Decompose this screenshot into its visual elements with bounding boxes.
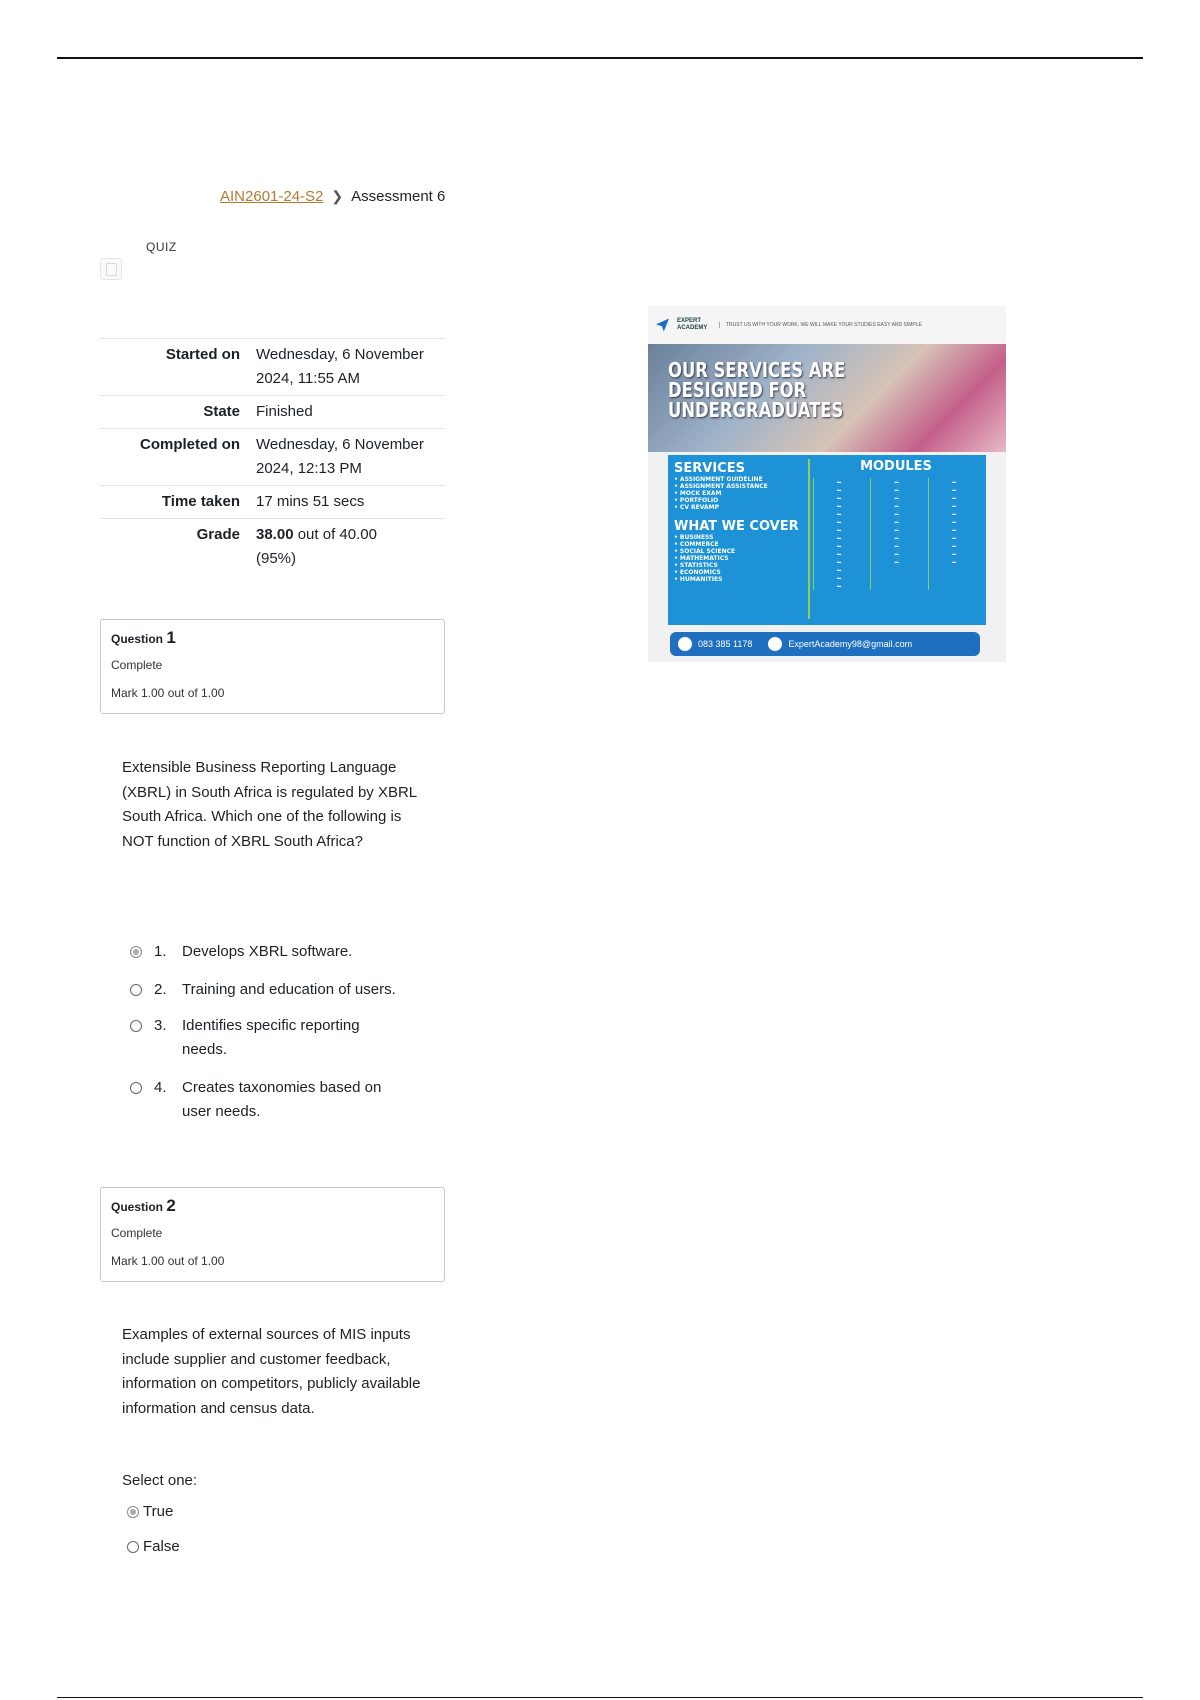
summary-row — [100, 339, 445, 396]
question-status: Complete — [111, 1226, 163, 1240]
answer-option-4[interactable] — [130, 1076, 400, 1124]
breadcrumb-current: Assessment 6 — [351, 188, 446, 205]
ad-hero-text: OUR SERVICES ARE DESIGNED FOR UNDERGRADUATES — [668, 358, 846, 422]
grade-percent: (95%) — [256, 550, 297, 567]
top-rule — [57, 57, 1143, 59]
summary-row — [100, 486, 445, 519]
question-mark: Mark 1.00 out of 1.00 — [111, 686, 225, 700]
summary-row-grade — [100, 519, 445, 576]
select-one-label: Select one: — [122, 1472, 198, 1489]
question-number: 2 — [166, 1196, 176, 1215]
ad-contact-bar — [670, 632, 980, 656]
summary-value: Wednesday, 6 November 2024, 11:55 AM — [256, 346, 424, 387]
question-2-info — [100, 1187, 445, 1282]
option-text: Training and education of users. — [182, 981, 396, 998]
answer-option-true[interactable] — [127, 1500, 173, 1524]
attempt-summary-table — [100, 338, 445, 575]
summary-label: Completed on — [140, 436, 240, 453]
ad-services-list: • ASSIGNMENT GUIDELINE • ASSIGNMENT ASSISTANCE • MOCK EXAM • PORTFOLIO • CV REVAMP — [674, 476, 768, 511]
breadcrumb — [220, 188, 445, 205]
question-number: 1 — [166, 628, 176, 647]
radio-selected-icon[interactable] — [130, 946, 142, 958]
option-number: 4. — [154, 1079, 167, 1096]
option-number: 1. — [154, 943, 167, 960]
ad-tagline: TRUST US WITH YOUR WORK, WE WILL MAKE YOUR STUDIES EASY AND SIMPLE — [719, 322, 922, 328]
radio-icon[interactable] — [127, 1541, 139, 1553]
ad-cover-list: • BUSINESS • COMMERCE • SOCIAL SCIENCE • MATHEMATICS • STATISTICS • ECONOMICS • HUMANITIES — [674, 534, 736, 583]
question-2-text: Examples of external sources of MIS inputs include supplier and customer feedback, information on competitors, publicly available information and census data. — [122, 1326, 421, 1417]
breadcrumb-course-link[interactable]: AIN2601-24-S2 — [220, 188, 324, 205]
summary-row — [100, 429, 445, 486]
answer-option-false[interactable] — [127, 1535, 180, 1559]
bottom-rule — [57, 1697, 1143, 1698]
question-mark: Mark 1.00 out of 1.00 — [111, 1254, 225, 1268]
grade-out-of: out of 40.00 — [293, 526, 377, 543]
option-text: False — [143, 1538, 180, 1555]
summary-value: 17 mins 51 secs — [256, 493, 365, 510]
paper-plane-icon — [656, 319, 669, 332]
question-title: Question 1 — [111, 628, 176, 647]
grade-label: Grade — [196, 526, 240, 543]
answer-option-3[interactable] — [130, 1014, 390, 1062]
ad-brand: EXPERT ACADEMY — [677, 318, 708, 331]
option-text: Creates taxonomies based on user needs. — [182, 1079, 382, 1120]
email-icon — [768, 637, 782, 651]
summary-label: State — [203, 403, 240, 420]
ad-modules-title: MODULES — [860, 459, 932, 474]
radio-icon[interactable] — [130, 1082, 142, 1094]
grade-score: 38.00 — [256, 526, 294, 543]
option-number: 3. — [154, 1017, 167, 1034]
question-title: Question 2 — [111, 1196, 176, 1215]
ad-services-title: SERVICES — [674, 461, 745, 476]
ad-modules-column — [808, 459, 982, 619]
chevron-right-icon: ❯ — [331, 188, 344, 204]
summary-label: Time taken — [161, 493, 240, 510]
summary-label: Started on — [165, 346, 240, 363]
option-text: Develops XBRL software. — [182, 943, 353, 960]
question-1-text: Extensible Business Reporting Language (XBRL) in South Africa is regulated by XBRL South Africa. Which one of the following is NOT function of XBRL South Africa? — [122, 759, 417, 850]
grade-value — [256, 519, 445, 576]
ad-email: ExpertAcademy98@gmail.com — [788, 639, 913, 649]
ad-cover-title: WHAT WE COVER — [674, 519, 799, 534]
ad-modules-grid: ▬ ▬ ▬ ▬ ▬ ▬ ▬ ▬ ▬ ▬ ▬ ▬ ▬ ▬ ▬ ▬ ▬ ▬ ▬ ▬ ▬ ▬ ▬ ▬ ▬ ▬ ▬ ▬ ▬ ▬ ▬ ▬ ▬ ▬ ▬ ▬ — [810, 478, 982, 590]
question-1-info — [100, 619, 445, 714]
quiz-icon — [100, 258, 122, 280]
summary-value: Finished — [256, 403, 313, 420]
summary-value: Wednesday, 6 November 2024, 12:13 PM — [256, 436, 424, 477]
option-number: 2. — [154, 981, 167, 998]
ad-services-column — [674, 461, 799, 583]
question-status: Complete — [111, 658, 163, 672]
option-text: True — [143, 1503, 174, 1520]
option-text: Identifies specific reporting needs. — [182, 1017, 360, 1058]
answer-option-2[interactable] — [130, 978, 430, 1002]
radio-icon[interactable] — [130, 984, 142, 996]
summary-row — [100, 396, 445, 429]
ad-hero — [648, 344, 1006, 452]
ad-services-panel — [668, 455, 986, 625]
ad-phone: 083 385 1178 — [698, 639, 753, 649]
advertisement-banner — [648, 306, 1006, 662]
ad-header — [648, 306, 1006, 344]
phone-icon — [678, 637, 692, 651]
quiz-label: QUIZ — [146, 240, 177, 254]
radio-selected-icon[interactable] — [127, 1506, 139, 1518]
answer-option-1[interactable] — [130, 940, 430, 964]
radio-icon[interactable] — [130, 1020, 142, 1032]
